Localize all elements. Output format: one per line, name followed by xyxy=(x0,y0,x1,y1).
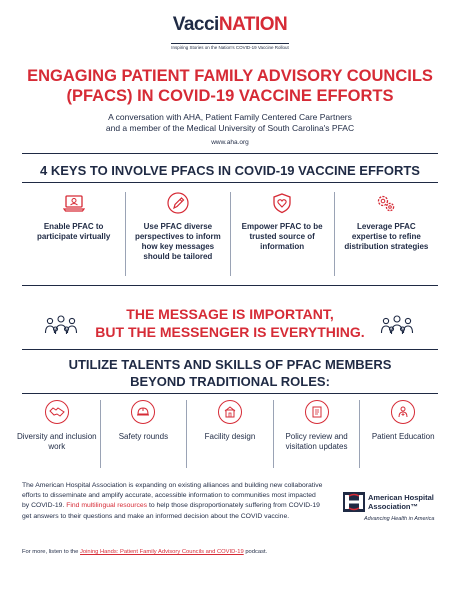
aha-name-line-1: American Hospital xyxy=(368,493,434,502)
aha-url: www.aha.org xyxy=(211,139,249,146)
talent-item xyxy=(187,400,274,468)
talents-heading-line-2: BEYOND TRADITIONAL ROLES: xyxy=(130,374,330,389)
key-label: Enable PFAC to participate virtually xyxy=(36,222,111,241)
talent-label: Policy review and visitation updates xyxy=(285,432,348,451)
keys-heading: 4 KEYS TO INVOLVE PFACS IN COVID-19 VACCINE EFFORTS xyxy=(40,163,420,178)
logo-wordmark xyxy=(0,14,460,36)
key-item xyxy=(22,192,126,276)
patient-education-icon xyxy=(391,400,415,424)
message-line-2: BUT THE MESSENGER IS EVERYTHING. xyxy=(95,324,365,340)
key-item xyxy=(231,192,335,276)
vaccination-logo xyxy=(0,14,460,54)
aha-logo xyxy=(342,490,442,530)
laptop-icon xyxy=(63,192,85,214)
page-title xyxy=(10,66,450,106)
shield-heart-icon xyxy=(271,192,293,214)
talents-list xyxy=(14,400,446,468)
footer-suffix: podcast. xyxy=(245,549,268,555)
message-line-1: THE MESSAGE IS IMPORTANT, xyxy=(126,306,334,322)
divider-talents xyxy=(22,393,438,394)
key-label: Use PFAC diverse perspectives to inform how key messages should be tailored xyxy=(134,222,221,261)
aha-tagline: Advancing Health in America xyxy=(364,516,435,522)
keys-list xyxy=(22,192,438,276)
key-label: Empower PFAC to be trusted source of information xyxy=(241,222,323,251)
logo-part-1: Vacci xyxy=(172,14,219,35)
talent-item xyxy=(274,400,361,468)
divider-message-top xyxy=(22,285,438,286)
talent-item xyxy=(360,400,446,468)
message-block xyxy=(0,306,460,346)
subtitle-line-2: and a member of the Medical University of South Carolina's PFAC xyxy=(105,123,355,133)
facility-design-icon xyxy=(218,400,242,424)
safety-helmet-icon xyxy=(131,400,155,424)
logo-tagline: Inspiring Stories on the Nation's COVID-19 Vaccine Rollout xyxy=(171,45,289,50)
policy-document-icon xyxy=(305,400,329,424)
talent-label: Facility design xyxy=(204,432,256,441)
aha-name-line-2: Association™ xyxy=(368,501,419,511)
key-label: Leverage PFAC expertise to refine distribution strategies xyxy=(344,222,429,251)
talent-label: Safety rounds xyxy=(118,432,169,441)
divider-keys xyxy=(22,182,438,183)
aha-name xyxy=(368,494,434,511)
people-group-icon xyxy=(380,314,414,338)
podcast-link[interactable]: Joining Hands: Patient Family Advisory Councils and COVID-19 xyxy=(80,549,244,555)
divider-top xyxy=(22,153,438,154)
talents-heading-line-1: UTILIZE TALENTS AND SKILLS OF PFAC MEMBERS xyxy=(68,357,392,372)
title-line-1: ENGAGING PATIENT FAMILY ADVISORY COUNCILS xyxy=(27,67,433,85)
subtitle-line-1: A conversation with AHA, Patient Family Centered Care Partners xyxy=(108,112,352,122)
talents-heading xyxy=(0,356,460,390)
description-text-1: The American Hospital Association is expanding on existing alliances and building new collaborative efforts to disseminate and amplify accurate, accessible information to communities most impacted by COVID-19. xyxy=(22,482,323,510)
pencil-icon xyxy=(167,192,189,214)
talent-label: Diversity and inclusion work xyxy=(17,432,97,451)
aha-description xyxy=(22,481,324,522)
title-line-2: (PFACS) IN COVID-19 VACCINE EFFORTS xyxy=(66,87,394,105)
description-text-2: to help those disproportionately suffering from COVID-19 get answers to their questions and make an informed decision about the COVID vaccine. xyxy=(22,502,320,520)
handshake-icon xyxy=(45,400,69,424)
talent-label: Patient Education xyxy=(371,432,435,441)
footer-prefix: For more, listen to the xyxy=(22,549,79,555)
multilingual-resources-link[interactable]: Find multilingual resources xyxy=(66,502,148,510)
aha-flag-icon xyxy=(342,490,366,514)
talent-item xyxy=(101,400,188,468)
key-item xyxy=(335,192,438,276)
page-subtitle xyxy=(20,112,440,134)
footer-note xyxy=(22,549,442,555)
talent-item xyxy=(14,400,101,468)
divider-message-bottom xyxy=(22,349,438,350)
gears-icon xyxy=(375,192,397,214)
logo-part-2: NATION xyxy=(218,14,288,35)
key-item xyxy=(126,192,230,276)
